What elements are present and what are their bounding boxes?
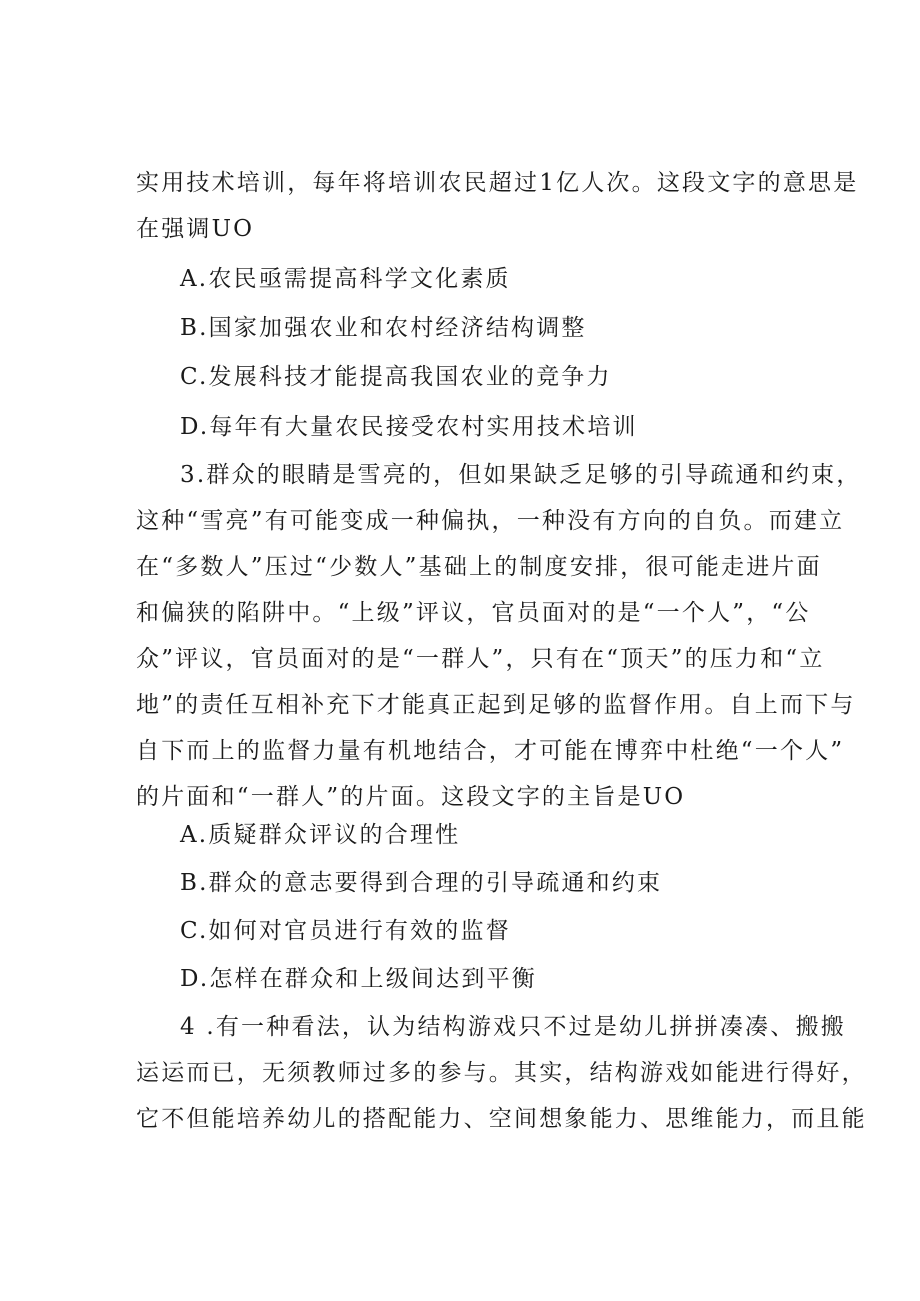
q3-option-b: B.群众的意志要得到合理的引导疏通和约束 <box>180 870 663 896</box>
q2-option-d: D.每年有大量农民接受农村实用技术培训 <box>180 414 638 440</box>
q2-text-line-1: 实用技术培训，每年将培训农民超过1亿人次。这段文字的意思是 <box>136 170 859 196</box>
q4-text-line-3: 它不但能培养幼儿的搭配能力、空间想象能力、思维能力，而且能 <box>136 1106 867 1132</box>
q3-text-line-1: 3.群众的眼睛是雪亮的，但如果缺乏足够的引导疏通和约束， <box>180 462 862 488</box>
q3-option-d: D.怎样在群众和上级间达到平衡 <box>180 966 537 992</box>
q2-text-line-2: 在强调UO <box>136 216 255 242</box>
q3-text-line-7: 自下而上的监督力量有机地结合，才可能在博弈中杜绝“一个人” <box>136 738 845 764</box>
q4-text-line-1: 4 .有一种看法，认为结构游戏只不过是幼儿拼拼凑凑、搬搬 <box>180 1014 846 1040</box>
q3-text-line-5: 众”评议，官员面对的是“一群人”，只有在“顶天”的压力和“立 <box>136 646 825 672</box>
q2-option-a: A.农民亟需提高科学文化素质 <box>180 266 511 292</box>
q3-option-c: C.如何对官员进行有效的监督 <box>180 918 511 944</box>
q4-text-line-2: 运运而已，无须教师过多的参与。其实，结构游戏如能进行得好， <box>136 1060 867 1086</box>
q2-option-c: C.发展科技才能提高我国农业的竞争力 <box>180 364 612 390</box>
q3-option-a: A.质疑群众评议的合理性 <box>180 822 461 848</box>
q3-text-line-3: 在“多数人”压过“少数人”基础上的制度安排，很可能走进片面 <box>136 554 822 580</box>
q2-option-b: B.国家加强农业和农村经济结构调整 <box>180 315 587 341</box>
q3-text-line-4: 和偏狭的陷阱中。“上级”评议，官员面对的是“一个人”，“公 <box>136 600 811 626</box>
q3-text-line-6: 地”的责任互相补充下才能真正起到足够的监督作用。自上而下与 <box>136 692 856 718</box>
q3-text-line-8: 的片面和“一群人”的片面。这段文字的主旨是UO <box>136 784 686 810</box>
q3-text-line-2: 这种“雪亮”有可能变成一种偏执，一种没有方向的自负。而建立 <box>136 508 845 534</box>
